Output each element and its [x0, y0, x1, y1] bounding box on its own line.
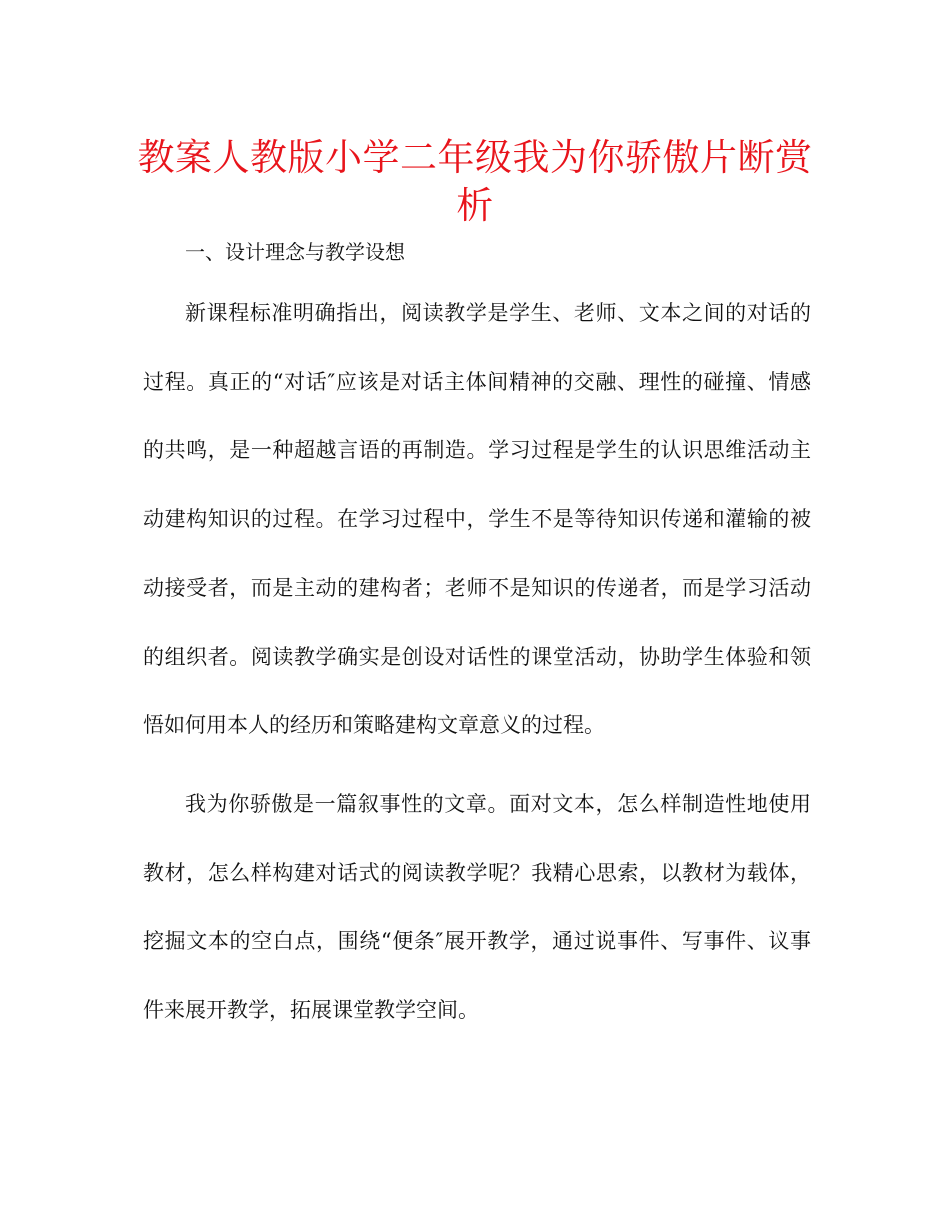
section-heading: 一、设计理念与教学设想 [185, 240, 405, 264]
document-title: 教案人教版小学二年级我为你骄傲片断赏析 [137, 136, 813, 227]
body-paragraph-1: 新课程标准明确指出，阅读教学是学生、老师、文本之间的对话的过程。真正的“对话″应该是对话主体间精神的交融、理性的碰撞、情感的共鸣，是一种超越言语的再制造。学习过程是学生的认识思维活动主动建构知识的过程。在学习过程中，学生不是等待知识传递和灌输的被动接受者，而是主动的建构者；老师不是知识的传递者，而是学习活动的组织者。阅读教学确实是创设对话性的课堂活动，协助学生体验和领悟如何用本人的经历和策略建构文章意义的过程。 [143, 301, 811, 738]
body-paragraph-2: 我为你骄傲是一篇叙事性的文章。面对文本，怎么样制造性地使用教材，怎么样构建对话式的阅读教学呢？我精心思索，以教材为载体，挖掘文本的空白点，围绕“便条″展开教学，通过说事件、写事件、议事件来展开教学，拓展课堂教学空间。 [143, 792, 811, 1023]
